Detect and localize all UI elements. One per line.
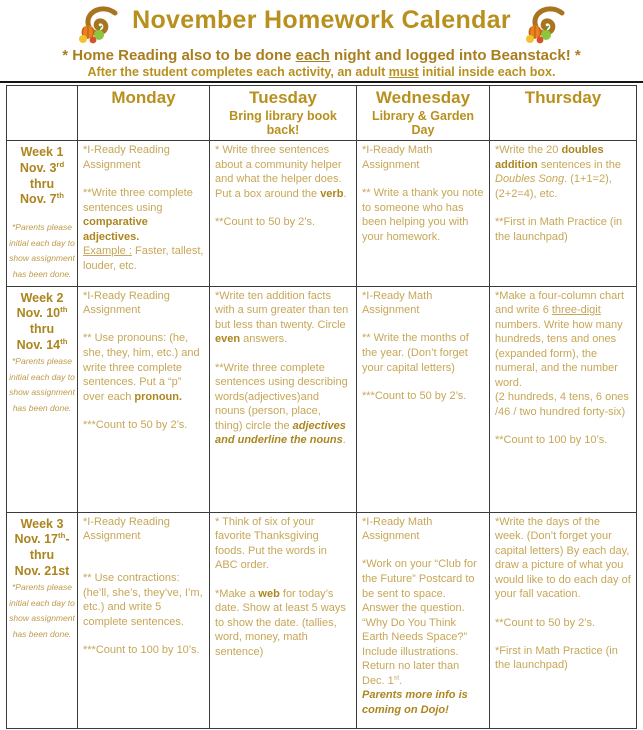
week3-tuesday-cell: * Think of six of your favorite Thanksgiving foods. Put the words in ABC order. *Make a web for today’s date. Show at least 5 ways to show the date. (tallies, word, money, math sentence) (210, 512, 357, 728)
homework-calendar-table (6, 85, 637, 729)
header-empty-cell (7, 86, 78, 141)
title-row (0, 2, 643, 46)
week1-row (7, 141, 637, 286)
header-divider (0, 81, 643, 83)
cornucopia-icon (78, 4, 118, 46)
header-tuesday (210, 86, 357, 141)
week3-monday-cell: *I-Ready Reading Assignment ** Use contractions: (he’ll, she’s, they’ve, I’m, etc.) and write 5 complete sentences. ***Count to 100 by 10’s. (78, 512, 210, 728)
day-note: Library & Garden Day (371, 108, 475, 138)
day-name: Monday (111, 88, 176, 107)
week1-label-cell: Week 1 Nov. 3rd thru Nov. 7th *Parents please initial each day to show assignment has been done. (7, 141, 78, 286)
week2-tuesday-cell: *Write ten addition facts with a sum greater than ten but less than twenty. Circle even answers. **Write three complete sentences using describing words(adjectives)and nouns (person, place, thing) circle the adjectives and underline the nouns. (210, 286, 357, 512)
header-wednesday (357, 86, 490, 141)
cornucopia-icon (525, 4, 565, 46)
week2-row (7, 286, 637, 512)
header-monday (78, 86, 210, 141)
week1-tuesday-cell: * Write three sentences about a community helper and what the helper does. Put a box around the verb. **Count to 50 by 2’s. (210, 141, 357, 286)
day-note: Bring library book back! (229, 108, 337, 138)
week2-wednesday-cell: *I-Ready Math Assignment ** Write the months of the year. (Don’t forget your capital letters) ***Count to 50 by 2’s. (357, 286, 490, 512)
week2-label-cell: Week 2 Nov. 10th thru Nov. 14th *Parents please initial each day to show assignment has been done. (7, 286, 78, 512)
adult-initial-note: After the student completes each activity, an adult must initial inside each box. (87, 65, 556, 79)
home-reading-note: * Home Reading also to be done each night and logged into Beanstack! * (62, 47, 581, 64)
week1-wednesday-cell: *I-Ready Math Assignment ** Write a thank you note to someone who has been helping you with your homework. (357, 141, 490, 286)
page-title: November Homework Calendar (132, 6, 511, 34)
week3-wednesday-cell: *I-Ready Math Assignment *Work on your “Club for the Future” Postcard to be sent to space. Answer the question. “Why Do You Think Earth Needs Space?” Include illustrations. Return no later than Dec. 1st. Parents more info is coming on Dojo! (357, 512, 490, 728)
day-name: Wednesday (375, 88, 471, 107)
week3-thursday-cell: *Write the days of the week. (Don’t forget your capital letters) By each day, draw a picture of what you would like to do each day of your fall vacation. **Count to 50 by 2’s. *First in Math Practice (in the launchpad) (490, 512, 637, 728)
page-header (0, 0, 643, 79)
day-header-row (7, 86, 637, 141)
header-thursday (490, 86, 637, 141)
day-name: Tuesday (249, 88, 317, 107)
week3-label-cell: Week 3 Nov. 17th- thru Nov. 21st *Parents please initial each day to show assignment has been done. (7, 512, 78, 728)
week3-row (7, 512, 637, 728)
day-name: Thursday (524, 88, 602, 107)
week1-monday-cell: *I-Ready Reading Assignment **Write three complete sentences using comparative adjectives. Example : Faster, tallest, louder, etc. (78, 141, 210, 286)
week2-thursday-cell: *Make a four-column chart and write 6 three-digit numbers. Write how many hundreds, tens and ones (expanded form), the numeral, and the number word. (2 hundreds, 4 tens, 6 ones /46 / two hundred forty-six) **Count to 100 by 10’s. (490, 286, 637, 512)
week1-thursday-cell: *Write the 20 doubles addition sentences in the Doubles Song. (1+1=2), (2+2=4), etc. **First in Math Practice (in the launchpad) (490, 141, 637, 286)
week2-monday-cell: *I-Ready Reading Assignment ** Use pronouns: (he, she, they, him, etc.) and write three complete sentences. Put a “p” over each pronoun. ***Count to 50 by 2’s. (78, 286, 210, 512)
